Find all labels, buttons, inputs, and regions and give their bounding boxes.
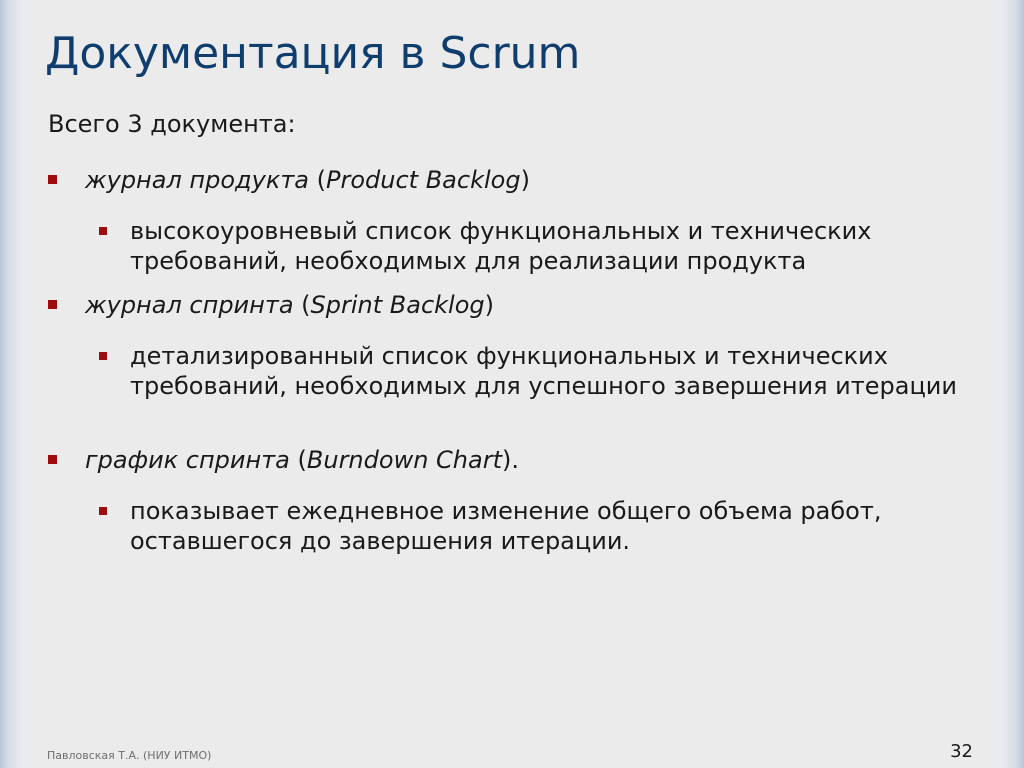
term-text: график спринта [85,446,290,474]
square-bullet-icon [99,507,107,515]
bullet-item-text [85,445,519,475]
square-bullet-icon [99,227,107,235]
close-paren: ) [520,166,530,194]
close-paren: ). [501,446,519,474]
intro-text: Всего 3 документа: [48,110,296,138]
bullet-item-text [85,290,494,320]
page-number: 32 [950,741,973,762]
square-bullet-icon [48,455,57,464]
open-paren: ( [293,291,311,319]
sub-bullet-text: показывает ежедневное изменение общего объема работ, оставшегося до завершения итерации. [130,497,882,555]
square-bullet-icon [99,352,107,360]
open-paren: ( [309,166,327,194]
sub-bullet-burndown-chart [99,496,1009,556]
term-text: журнал продукта [85,166,310,194]
close-paren: ) [484,291,495,319]
term-text: журнал спринта [85,291,294,319]
sub-bullet-sprint-backlog [99,341,1009,401]
english-term: Product Backlog [326,166,521,194]
bullet-item-text [85,165,530,195]
sub-bullet-text: высокоуровневый список функциональных и технических требований, необходимых для реализации продукта [130,217,872,275]
square-bullet-icon [48,300,57,309]
english-term: Burndown Chart [306,446,502,474]
english-term: Sprint Backlog [310,291,485,319]
slide-title: Документация в Scrum [45,28,581,79]
open-paren: ( [289,446,307,474]
footer-author: Павловская Т.А. (НИУ ИТМО) [47,749,212,762]
square-bullet-icon [48,175,57,184]
sub-bullet-product-backlog [99,216,1009,276]
sub-bullet-text: детализированный список функциональных и технических требований, необходимых для успешного завершения итерации [130,342,957,400]
